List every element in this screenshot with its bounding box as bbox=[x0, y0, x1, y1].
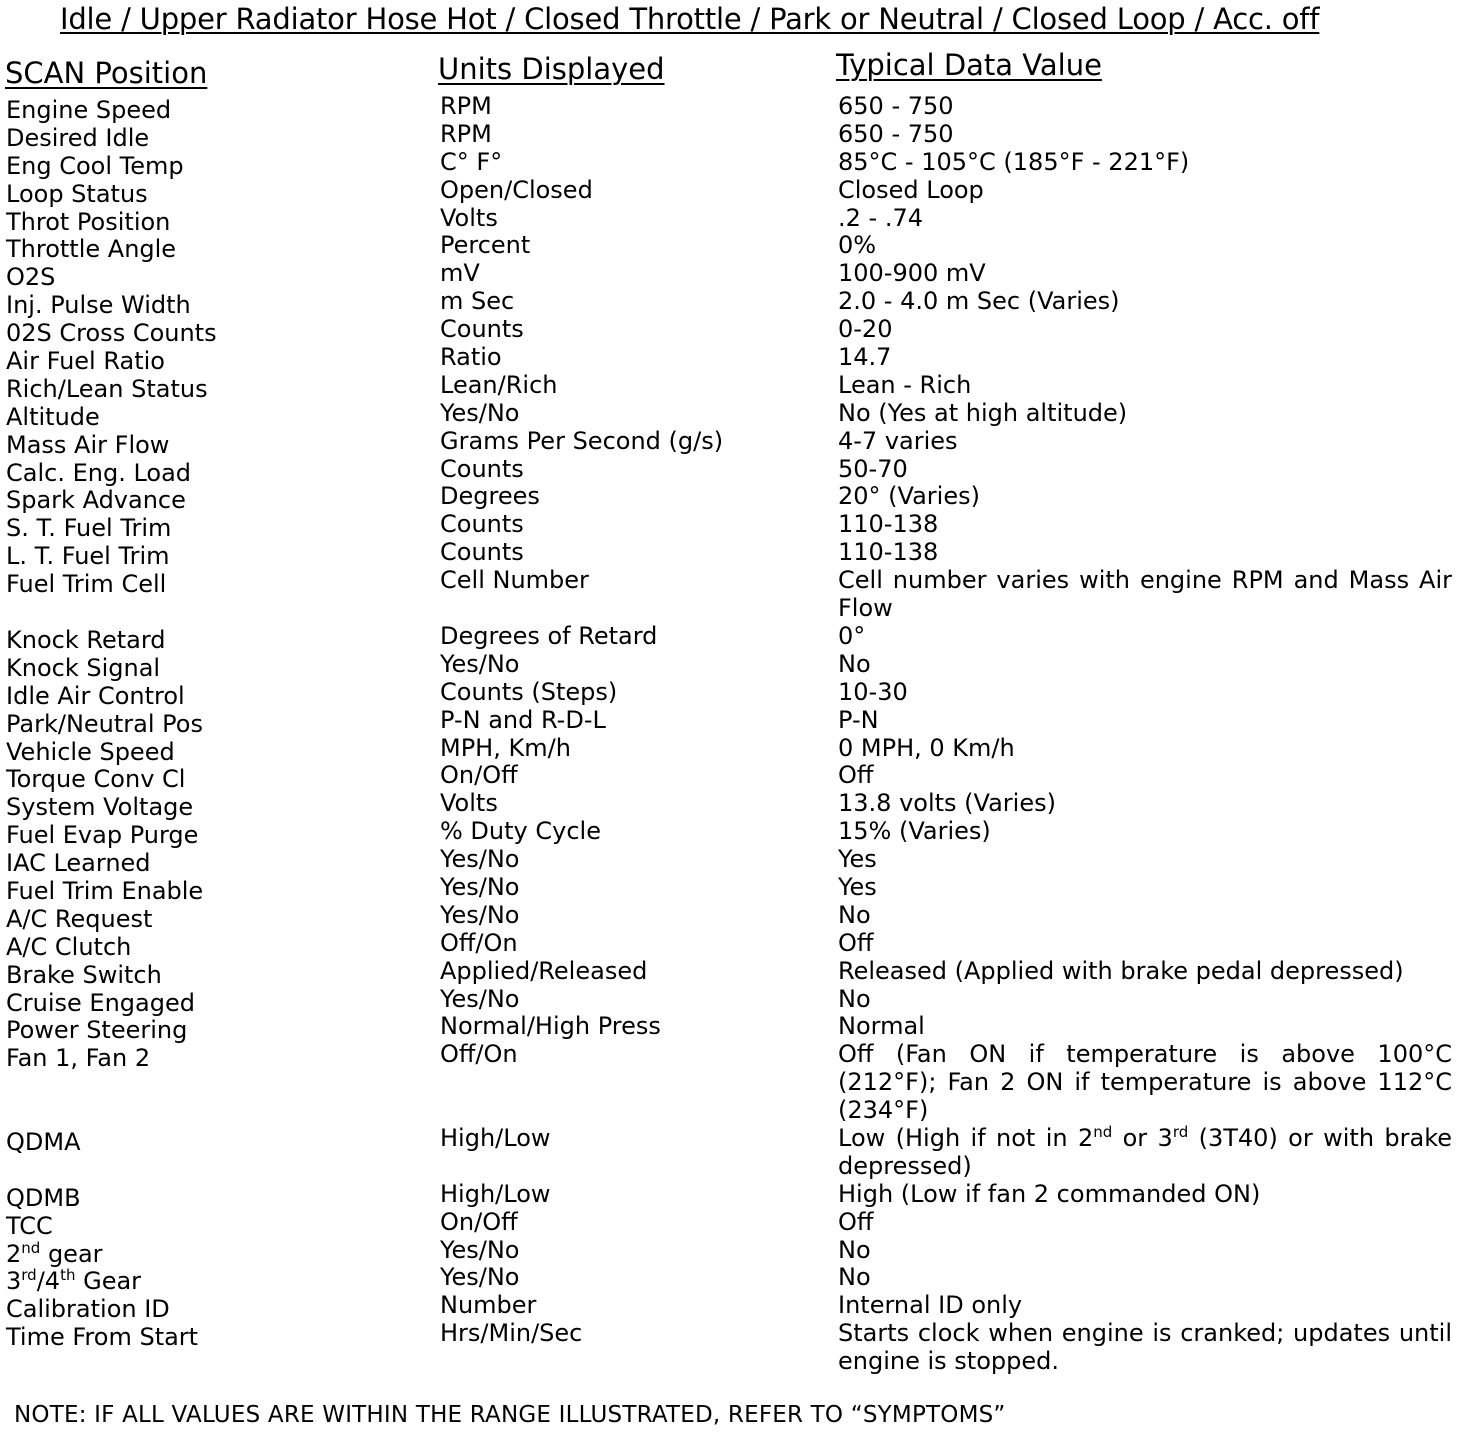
typical-value-cell: Cell number varies with engine RPM and Mass Air Flow bbox=[838, 566, 1452, 623]
table-row bbox=[0, 259, 1472, 292]
units-cell: mV bbox=[440, 259, 480, 288]
units-cell: Degrees bbox=[440, 482, 540, 511]
scan-position-cell: Spark Advance bbox=[6, 486, 186, 515]
units-cell: Counts bbox=[440, 315, 524, 344]
typical-value-cell: 100-900 mV bbox=[838, 259, 986, 288]
typical-value-cell: 10-30 bbox=[838, 677, 908, 706]
scan-position-cell: Rich/Lean Status bbox=[6, 374, 208, 403]
table-row bbox=[0, 175, 1472, 208]
typical-value-cell: .2 - .74 bbox=[838, 203, 923, 232]
scan-position-cell: Inj. Pulse Width bbox=[6, 291, 191, 320]
table-row bbox=[0, 426, 1472, 459]
scan-position-cell: 2nd gear bbox=[6, 1238, 103, 1268]
table-row bbox=[0, 1012, 1472, 1045]
units-cell: High/Low bbox=[440, 1179, 551, 1208]
table-row bbox=[0, 817, 1472, 850]
table-row bbox=[0, 538, 1472, 571]
typical-value-cell: Off bbox=[838, 1207, 874, 1236]
units-cell: Yes/No bbox=[440, 984, 520, 1013]
scan-position-cell: QDMA bbox=[6, 1127, 81, 1156]
units-cell: P-N and R-D-L bbox=[440, 705, 606, 734]
scan-position-cell: Air Fuel Ratio bbox=[6, 347, 165, 376]
typical-value-cell: 650 - 750 bbox=[838, 119, 954, 148]
table-row bbox=[0, 370, 1472, 403]
scan-position-cell: L. T. Fuel Trim bbox=[6, 542, 170, 571]
units-cell: On/Off bbox=[440, 1207, 518, 1236]
note-text: NOTE: IF ALL VALUES ARE WITHIN THE RANGE ILLUSTRATED, REFER TO “SYMPTOMS” bbox=[14, 1402, 1006, 1428]
typical-value-cell: 13.8 volts (Varies) bbox=[838, 789, 1056, 818]
units-cell: Yes/No bbox=[440, 398, 520, 427]
typical-value-cell: Off bbox=[838, 928, 874, 957]
table-row bbox=[0, 733, 1472, 766]
table-row bbox=[0, 872, 1472, 905]
table-row bbox=[0, 147, 1472, 180]
scan-position-cell: TCC bbox=[6, 1211, 53, 1240]
page-title: Idle / Upper Radiator Hose Hot / Closed Throttle / Park or Neutral / Closed Loop / Acc. off bbox=[60, 2, 1320, 36]
scan-position-cell: Knock Signal bbox=[6, 653, 161, 682]
scan-position-cell: Brake Switch bbox=[6, 960, 162, 989]
typical-value-cell: No bbox=[838, 1263, 871, 1292]
scan-position-cell: IAC Learned bbox=[6, 849, 151, 878]
table-row bbox=[0, 119, 1472, 152]
typical-value-cell: 50-70 bbox=[838, 454, 908, 483]
typical-value-cell: Lean - Rich bbox=[838, 370, 972, 399]
scan-position-cell: Knock Retard bbox=[6, 625, 166, 654]
table-row bbox=[0, 1291, 1472, 1324]
units-cell: Ratio bbox=[440, 343, 502, 372]
units-cell: MPH, Km/h bbox=[440, 733, 571, 762]
typical-value-cell: Internal ID only bbox=[838, 1291, 1023, 1320]
table-row bbox=[0, 203, 1472, 236]
units-cell: Percent bbox=[440, 231, 531, 260]
units-cell: Lean/Rich bbox=[440, 370, 558, 399]
scan-position-cell: Throt Position bbox=[6, 207, 171, 236]
scan-position-cell: Loop Status bbox=[6, 179, 148, 208]
table-row bbox=[0, 482, 1472, 515]
units-cell: RPM bbox=[440, 119, 492, 148]
typical-value-cell: No bbox=[838, 1235, 871, 1264]
table-row bbox=[0, 705, 1472, 738]
units-cell: Counts (Steps) bbox=[440, 677, 618, 706]
units-cell: Yes/No bbox=[440, 872, 520, 901]
typical-value-cell: No bbox=[838, 900, 871, 929]
column-header-scan-position: SCAN Position bbox=[5, 56, 208, 90]
table-row bbox=[0, 984, 1472, 1017]
table-row bbox=[0, 789, 1472, 822]
scan-position-cell: Fuel Trim Cell bbox=[6, 570, 167, 599]
scan-position-cell: Mass Air Flow bbox=[6, 430, 170, 459]
units-cell: Yes/No bbox=[440, 1235, 520, 1264]
table-row bbox=[0, 621, 1472, 654]
units-cell: High/Low bbox=[440, 1123, 551, 1152]
units-cell: Open/Closed bbox=[440, 175, 593, 204]
units-cell: Yes/No bbox=[440, 900, 520, 929]
typical-value-cell: No (Yes at high altitude) bbox=[838, 398, 1128, 427]
typical-value-cell: P-N bbox=[838, 705, 879, 734]
scan-position-cell: O2S bbox=[6, 263, 56, 292]
units-cell: Volts bbox=[440, 789, 498, 818]
scan-position-cell: Power Steering bbox=[6, 1016, 188, 1045]
typical-value-cell: Closed Loop bbox=[838, 175, 984, 204]
typical-value-cell: No bbox=[838, 984, 871, 1013]
units-cell: Applied/Released bbox=[440, 956, 648, 985]
table-row bbox=[0, 510, 1472, 543]
scan-position-cell: S. T. Fuel Trim bbox=[6, 514, 172, 543]
table-row bbox=[0, 1040, 1472, 1124]
table-row bbox=[0, 845, 1472, 878]
units-cell: Cell Number bbox=[440, 566, 589, 595]
table-row bbox=[0, 315, 1472, 348]
typical-value-cell: High (Low if fan 2 commanded ON) bbox=[838, 1179, 1261, 1208]
typical-value-cell: 0° bbox=[838, 621, 866, 650]
scan-position-cell: Engine Speed bbox=[6, 96, 172, 124]
units-cell: Off/On bbox=[440, 1040, 518, 1069]
units-cell: Grams Per Second (g/s) bbox=[440, 426, 724, 455]
typical-value-cell: Low (High if not in 2nd or 3rd (3T40) or with brake depressed) bbox=[838, 1122, 1453, 1180]
typical-value-cell: Yes bbox=[838, 845, 877, 874]
scan-position-cell: Calc. Eng. Load bbox=[6, 458, 192, 487]
scan-position-cell: Time From Start bbox=[6, 1323, 199, 1352]
scan-position-cell: Vehicle Speed bbox=[6, 737, 175, 766]
units-cell: RPM bbox=[440, 92, 492, 120]
scan-position-cell: Altitude bbox=[6, 402, 100, 431]
scan-position-cell: Idle Air Control bbox=[6, 681, 185, 710]
units-cell: Yes/No bbox=[440, 649, 520, 678]
typical-value-cell: 14.7 bbox=[838, 343, 892, 372]
typical-value-cell: 110-138 bbox=[838, 510, 939, 539]
scan-position-cell: Desired Idle bbox=[6, 123, 150, 152]
table-row bbox=[0, 900, 1472, 933]
typical-value-cell: Off bbox=[838, 761, 874, 790]
units-cell: Counts bbox=[440, 538, 524, 567]
table-row bbox=[0, 928, 1472, 961]
units-cell: % Duty Cycle bbox=[440, 817, 601, 846]
typical-value-cell: Yes bbox=[838, 872, 877, 901]
typical-value-cell: 2.0 - 4.0 m Sec (Varies) bbox=[838, 287, 1120, 316]
units-cell: Off/On bbox=[440, 928, 518, 957]
typical-value-cell: Released (Applied with brake pedal depressed) bbox=[838, 956, 1404, 985]
table-row bbox=[0, 1263, 1472, 1296]
table-row bbox=[0, 92, 1472, 124]
scan-position-cell: A/C Clutch bbox=[6, 932, 132, 961]
typical-value-cell: 15% (Varies) bbox=[838, 817, 991, 846]
scan-position-cell: QDMB bbox=[6, 1183, 81, 1212]
column-header-units-displayed: Units Displayed bbox=[438, 52, 665, 86]
units-cell: C° F° bbox=[440, 147, 503, 176]
units-cell: Number bbox=[440, 1291, 537, 1320]
scan-position-cell: Torque Conv Cl bbox=[6, 765, 186, 794]
scan-position-cell: Park/Neutral Pos bbox=[6, 709, 203, 738]
scan-position-cell: A/C Request bbox=[6, 904, 153, 933]
units-cell: Hrs/Min/Sec bbox=[440, 1319, 583, 1348]
table-row bbox=[0, 649, 1472, 682]
table-row bbox=[0, 287, 1472, 320]
table-row bbox=[0, 231, 1472, 264]
table-row bbox=[0, 566, 1472, 622]
table-row bbox=[0, 1235, 1472, 1268]
scan-position-cell: System Voltage bbox=[6, 793, 194, 822]
units-cell: m Sec bbox=[440, 287, 515, 316]
typical-value-cell: Starts clock when engine is cranked; updates until engine is stopped. bbox=[838, 1319, 1452, 1376]
table-row bbox=[0, 761, 1472, 794]
typical-value-cell: No bbox=[838, 649, 871, 678]
typical-value-cell: 20° (Varies) bbox=[838, 482, 980, 511]
scan-data-table bbox=[0, 92, 1472, 1375]
units-cell: Degrees of Retard bbox=[440, 621, 658, 650]
typical-value-cell: 0% bbox=[838, 231, 877, 260]
typical-value-cell: 4-7 varies bbox=[838, 426, 958, 455]
scan-position-cell: Calibration ID bbox=[6, 1295, 170, 1324]
table-row bbox=[0, 454, 1472, 487]
typical-value-cell: 85°C - 105°C (185°F - 221°F) bbox=[838, 147, 1190, 176]
scan-position-cell: Eng Cool Temp bbox=[6, 151, 184, 180]
typical-value-cell: 110-138 bbox=[838, 538, 939, 567]
scan-position-cell: Throttle Angle bbox=[6, 235, 177, 264]
table-row bbox=[0, 1319, 1472, 1375]
typical-value-cell: Off (Fan ON if temperature is above 100°C (212°F); Fan 2 ON if temperature is above 112°C (234°F) bbox=[838, 1040, 1452, 1125]
units-cell: Counts bbox=[440, 510, 524, 539]
table-row bbox=[0, 1124, 1472, 1180]
units-cell: On/Off bbox=[440, 761, 518, 790]
typical-value-cell: 0 MPH, 0 Km/h bbox=[838, 733, 1015, 762]
typical-value-cell: 0-20 bbox=[838, 315, 893, 344]
scan-position-cell: Fuel Evap Purge bbox=[6, 821, 199, 850]
units-cell: Yes/No bbox=[440, 1263, 520, 1292]
units-cell: Normal/High Press bbox=[440, 1012, 661, 1041]
table-row bbox=[0, 1179, 1472, 1212]
units-cell: Yes/No bbox=[440, 845, 520, 874]
table-row bbox=[0, 1207, 1472, 1240]
table-row bbox=[0, 398, 1472, 431]
units-cell: Counts bbox=[440, 454, 524, 483]
scan-position-cell: Fuel Trim Enable bbox=[6, 876, 204, 905]
typical-value-cell: 650 - 750 bbox=[838, 92, 954, 120]
scan-position-cell: Cruise Engaged bbox=[6, 988, 195, 1017]
table-row bbox=[0, 343, 1472, 376]
table-row bbox=[0, 956, 1472, 989]
column-header-typical-data-value: Typical Data Value bbox=[836, 48, 1102, 82]
typical-value-cell: Normal bbox=[838, 1012, 925, 1041]
scan-position-cell: Fan 1, Fan 2 bbox=[6, 1044, 151, 1073]
table-row bbox=[0, 677, 1472, 710]
scan-position-cell: 02S Cross Counts bbox=[6, 319, 217, 348]
units-cell: Volts bbox=[440, 203, 498, 232]
scan-position-cell: 3rd/4th Gear bbox=[6, 1266, 142, 1296]
